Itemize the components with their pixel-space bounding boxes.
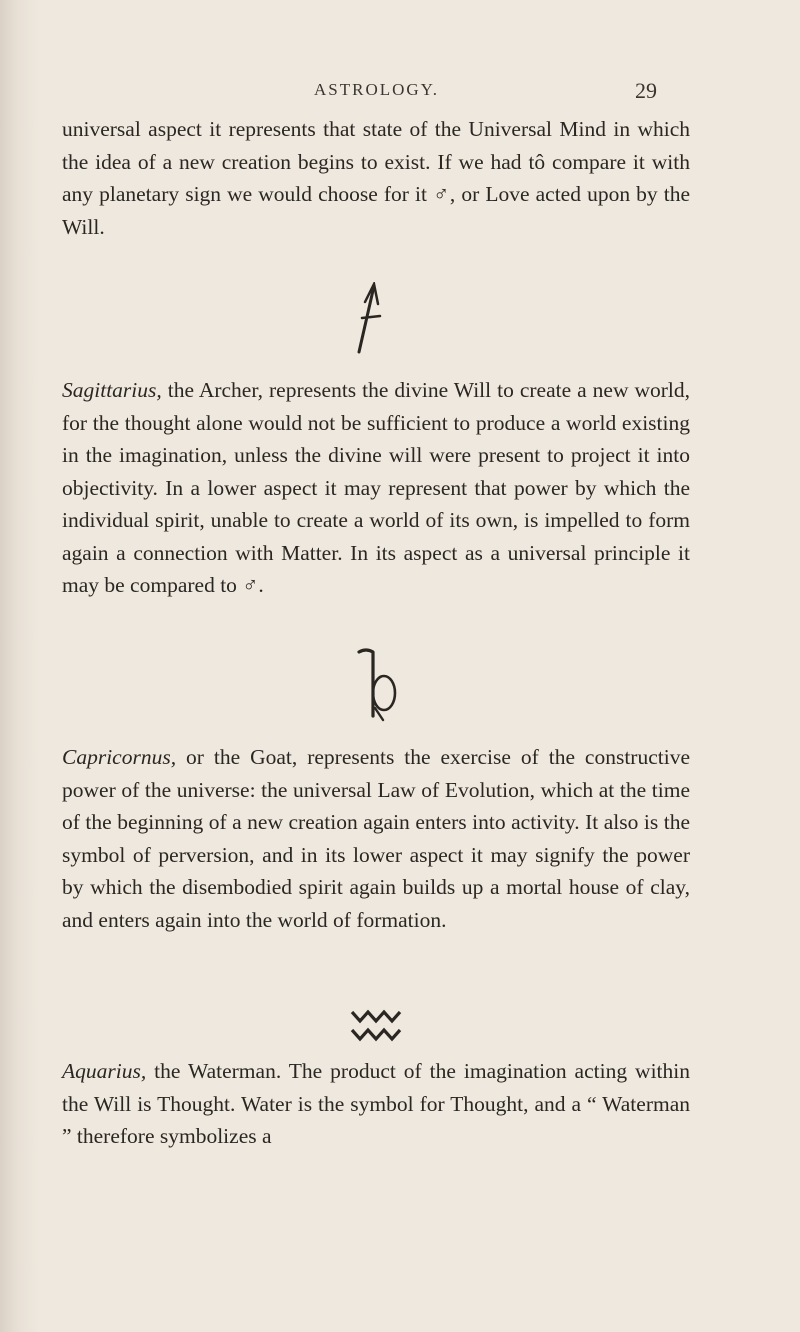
paragraph-aspect [62,113,690,243]
paragraph-lead: Capricornus, [62,745,177,769]
paragraph-lead: Sagittarius, [62,378,162,402]
paragraph-sagittarius [62,374,690,602]
capricorn-icon [0,646,800,722]
paragraph-text: the Waterman. The product of the imagination acting within the Will is Thought. Water is the symbol for Thought, and a “ Waterman ” therefore symbolizes a [62,1059,690,1148]
paragraph-capricornus [62,741,690,936]
sagittarius-icon [0,282,800,354]
aquarius-icon [0,1006,800,1046]
paragraph-aquarius [62,1055,690,1153]
running-head: ASTROLOGY. [314,80,440,99]
page-header [0,78,800,106]
paragraph-text: or the Goat, represents the exercise of the constructive power of the universe: the universal Law of Evolution, which at the time of the beginning of a new creation again enters into activity. It also is the symbol of perversion, and in its lower aspect it may signify the power by which the disembodied spirit again builds up a mortal house of clay, and enters again into the world of formation. [62,745,690,932]
paragraph-lead: Aquarius, [62,1059,147,1083]
page-number: 29 [635,78,657,103]
paragraph-text: the Archer, represents the divine Will to create a new world, for the thought alone would not be sufficient to produce a world existing in the imagination, unless the divine will were present to project it into objectivity. In a lower aspect it may represent that power by which the individual spirit, unable to create a world of its own, is impelled to form again a connection with Matter. In its aspect as a universal principle it may be compared to ♂. [62,378,690,597]
paragraph-text: universal aspect it represents that state of the Universal Mind in which the idea of a new creation begins to exist. If we had tô compare it with any planetary sign we would choose for it ♂, or Love acted upon by the Will. [62,117,690,239]
